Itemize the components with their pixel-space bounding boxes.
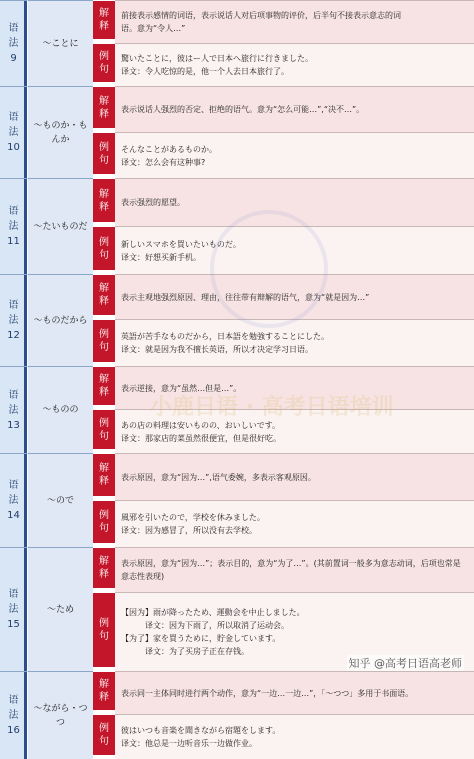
number-value: 9 — [10, 53, 17, 64]
example-tag: 例 句 — [93, 132, 115, 174]
explain-tag: 解 释 — [93, 547, 115, 588]
explain-tag: 解 释 — [93, 0, 115, 39]
example-sentence: 【因为】雨が降ったため、運動会を中止しました。 译文：因为下雨了，所以取消了运动会。 【为了】家を買うために，貯金しています。 译文：为了买房子正在存钱。 — [115, 592, 474, 671]
grammar-pattern: ～ものだから — [27, 274, 93, 366]
explanation: 表示原因，意为“因为…”；表示目的，意为“为了…”。(其前置词一般多为意志动词，后项也常是意志性表现) — [115, 547, 474, 592]
grammar-pattern: ～たいものだ — [27, 178, 93, 274]
grammar-number: 语 法 13 — [0, 366, 27, 453]
explanation: 前接表示感情的词语，表示说话人对后项事物的评价，后半句不接表示意志的词 语。意为“令人…” — [115, 0, 474, 43]
grammar-pattern: ～ことに — [27, 0, 93, 86]
grammar-number: 语 法 11 — [0, 178, 27, 274]
explanation: 表示说话人强烈的否定、拒绝的语气。意为“怎么可能…”,“决不…”。 — [115, 86, 474, 132]
source-credit: 知乎 @高考日语高老师 — [348, 657, 462, 670]
example-sentence: そんなことがあるものか。 译文：怎么会有这种事? — [115, 132, 474, 178]
grammar-pattern: ～ので — [27, 453, 93, 547]
explanation: 表示强烈的愿望。 — [115, 178, 474, 226]
explanation: 表示主观地强烈原因、理由，往往带有辩解的语气，意为“就是因为…” — [115, 274, 474, 319]
grammar-number — [0, 0, 27, 86]
example-sentence: 驚いたことに，彼はー人で日本へ旅行に行きました。 译文：令人吃惊的是，他一个人去日本旅行了。 — [115, 43, 474, 86]
number-label-char: 语 — [8, 23, 19, 34]
grammar-pattern: ～ながら・つつ — [27, 671, 93, 759]
grammar-number: 语 法 16 — [0, 671, 27, 759]
example-tag: 例 句 — [93, 500, 115, 543]
explain-tag: 解 释 — [93, 86, 115, 128]
grammar-pattern: ～ため — [27, 547, 93, 671]
explain-tag: 解 释 — [93, 366, 115, 405]
example-sentence: 風邪を引いたので，学校を休みました。 译文：因为感冒了，所以没有去学校。 — [115, 500, 474, 547]
example-tag: 例 句 — [93, 409, 115, 449]
explain-tag: 解 释 — [93, 671, 115, 710]
explanation: 表示原因，意为“因为…”,语气委婉，多表示客观原因。 — [115, 453, 474, 500]
explain-tag: 解 释 — [93, 274, 115, 315]
grammar-number: 语 法 14 — [0, 453, 27, 547]
grammar-number: 语 法 10 — [0, 86, 27, 178]
explain-tag: 解 释 — [93, 453, 115, 496]
example-tag: 例 句 — [93, 319, 115, 362]
explain-tag: 解 释 — [93, 178, 115, 222]
grammar-pattern: ～ものの — [27, 366, 93, 453]
example-sentence: 彼はいつも音楽を聞きながら宿題をします。 译文：他总是一边听音乐一边做作业。 — [115, 714, 474, 759]
explanation: 表示同一主体同时进行两个动作，意为“一边…一边…”，「～つつ」多用于书面语。 — [115, 671, 474, 714]
grammar-number: 语 法 12 — [0, 274, 27, 366]
grammar-number: 语 法 15 — [0, 547, 27, 671]
explanation: 表示逆接，意为“虽然…但是…”。 — [115, 366, 474, 409]
example-tag: 例 句 — [93, 226, 115, 270]
example-tag: 例 句 — [93, 43, 115, 82]
example-tag: 例 句 — [93, 714, 115, 755]
example-sentence: あの店の料理は安いものの、おいしいです。 译文：那家店的菜虽然很便宜，但是很好吃。 — [115, 409, 474, 453]
example-sentence: 英語が苦手なものだから，日本語を勉強することにした。 译文：就是因为我不擅长英语，所以才决定学习日语。 — [115, 319, 474, 366]
example-sentence: 新しいスマホを買いたいものだ。 译文：好想买新手机。 — [115, 226, 474, 274]
grammar-pattern: ～ものか・もんか — [27, 86, 93, 178]
example-tag: 例 句 — [93, 592, 115, 667]
number-label-char: 法 — [8, 38, 19, 49]
